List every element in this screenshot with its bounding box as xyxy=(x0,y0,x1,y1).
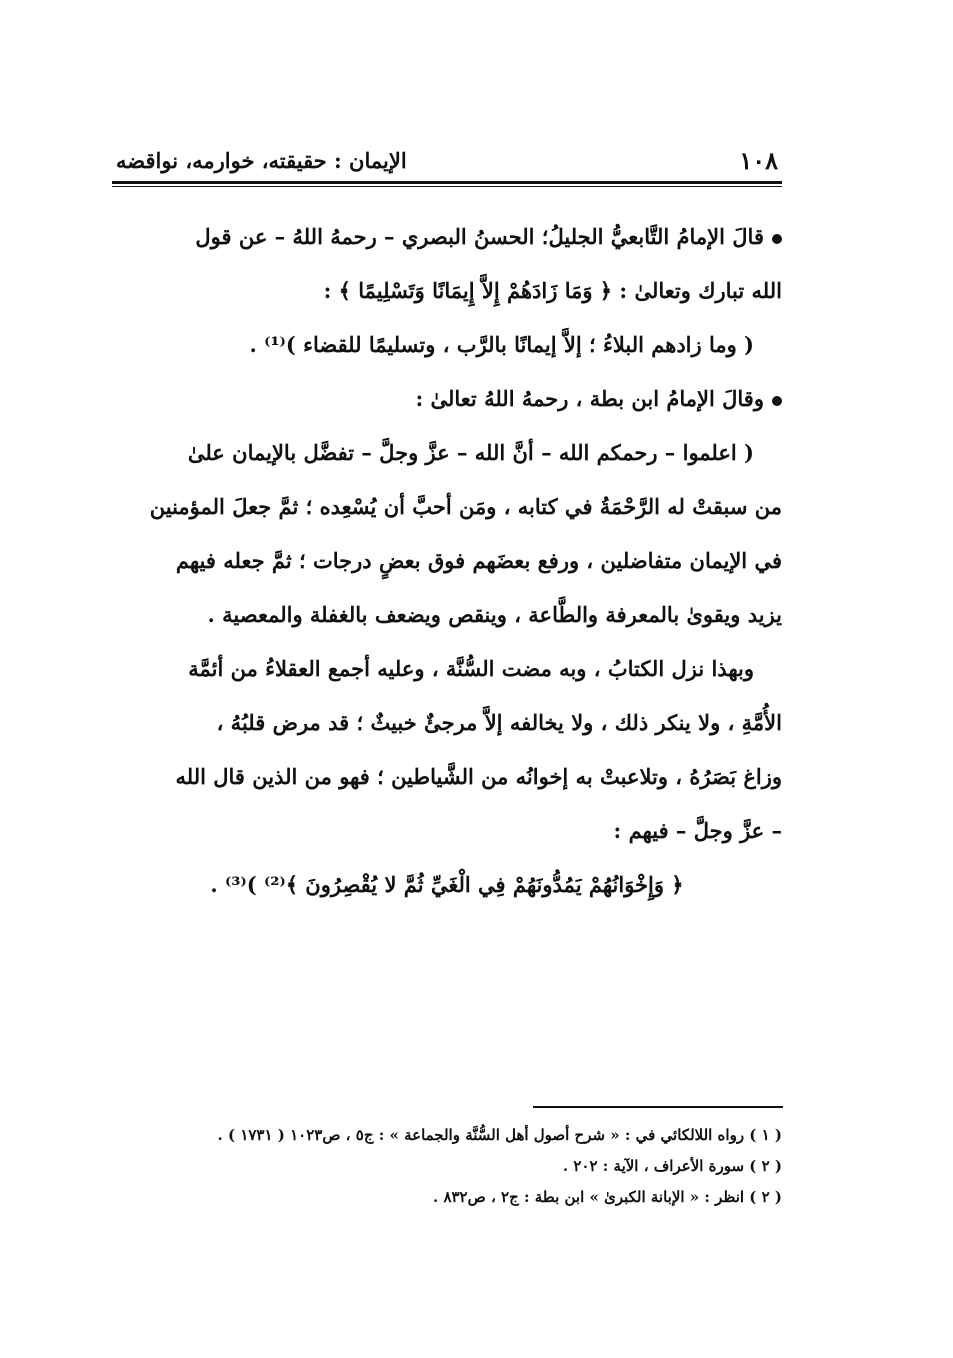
footnote-3: ( ٢ ) انظر : « الإبانة الكبرىٰ » ابن بطة : ج٢ ، ص٨٣٢ . xyxy=(432,1188,782,1206)
main-text xyxy=(112,210,782,912)
text-line: قالَ الإمامُ التَّابعيُّ الجليلُ؛ الحسنُ البصري – رحمهُ اللهُ – عن قول xyxy=(195,224,764,249)
quran-verse xyxy=(112,858,782,912)
footnotes xyxy=(112,1120,782,1213)
book-title: الإيمان : حقيقته، خوارمه، نواقضه xyxy=(116,148,407,173)
paragraph-hasan-basri xyxy=(112,210,782,318)
paragraph-ibn-batta-intro xyxy=(112,372,782,426)
text-line: ( اعلموا – رحمكم الله – أنَّ الله – عزَّ وجلَّ – تفضَّل بالإيمان علىٰ xyxy=(187,440,754,465)
text-line: – عزَّ وجلَّ – فيهم : xyxy=(613,818,782,843)
running-header xyxy=(112,140,782,180)
text-line: يزيد ويقوىٰ بالمعرفة والطَّاعة ، وينقص ويضعف بالغفلة والمعصية . xyxy=(207,602,782,627)
quote-ibn-batta xyxy=(112,426,782,642)
paragraph-consensus xyxy=(112,642,782,858)
text-line: ﴿ وَإِخْوَانُهُمْ يَمُدُّونَهُمْ فِي الْغَيِّ ثُمَّ لا يُقْصِرُونَ ﴾⁽²⁾ )⁽³⁾ . xyxy=(210,872,684,897)
text-line: وقالَ الإمامُ ابن بطة ، رحمهُ اللهُ تعالىٰ : xyxy=(415,386,764,411)
page-number: ١٠٨ xyxy=(739,146,778,175)
text-line: ( وما زادهم البلاءُ ؛ إلاَّ إيمانًا بالرَّب ، وتسليمًا للقضاء )⁽¹⁾ . xyxy=(249,332,754,357)
quote-hasan-basri xyxy=(112,318,782,372)
header-rule xyxy=(112,181,782,184)
footnote-2: ( ٢ ) سورة الأعراف ، الآية : ٢٠٢ . xyxy=(562,1157,782,1175)
header-rule-thin xyxy=(112,186,782,187)
text-line: من سبقتْ له الرَّحْمَةُ في كتابه ، ومَن أحبَّ أن يُسْعِده ؛ ثمَّ جعلَ المؤمنين xyxy=(149,494,782,519)
text-line: في الإيمان متفاضلين ، ورفع بعضَهم فوق بعضٍ درجات ؛ ثمَّ جعله فيهم xyxy=(175,548,782,573)
bullet-icon xyxy=(772,396,782,406)
text-line: وزاغ بَصَرُهُ ، وتلاعبتْ به إخوانُه من الشَّياطين ؛ فهو من الذين قال الله xyxy=(175,764,782,789)
footnote-rule xyxy=(533,1106,783,1108)
footnote-1: ( ١ ) رواه اللالكائي في : « شرح أصول أهل السُّنَّة والجماعة » : ج٥ ، ص١٠٢٣ ( ١٧٣١ ) . xyxy=(217,1126,782,1144)
text-line: الأُمَّةِ ، ولا ينكر ذلك ، ولا يخالفه إلاَّ مرجئٌ خبيثٌ ؛ قد مرض قلبُهُ ، xyxy=(216,710,782,735)
bullet-icon xyxy=(772,234,782,244)
text-line: وبهذا نزل الكتابُ ، وبه مضت السُّنَّة ، وعليه أجمع العقلاءُ من أئمَّة xyxy=(188,656,754,681)
text-line: الله تبارك وتعالىٰ : ﴿ وَمَا زَادَهُمْ إِلاَّ إِيمَانًا وَتَسْلِيمًا ﴾ : xyxy=(323,278,782,303)
